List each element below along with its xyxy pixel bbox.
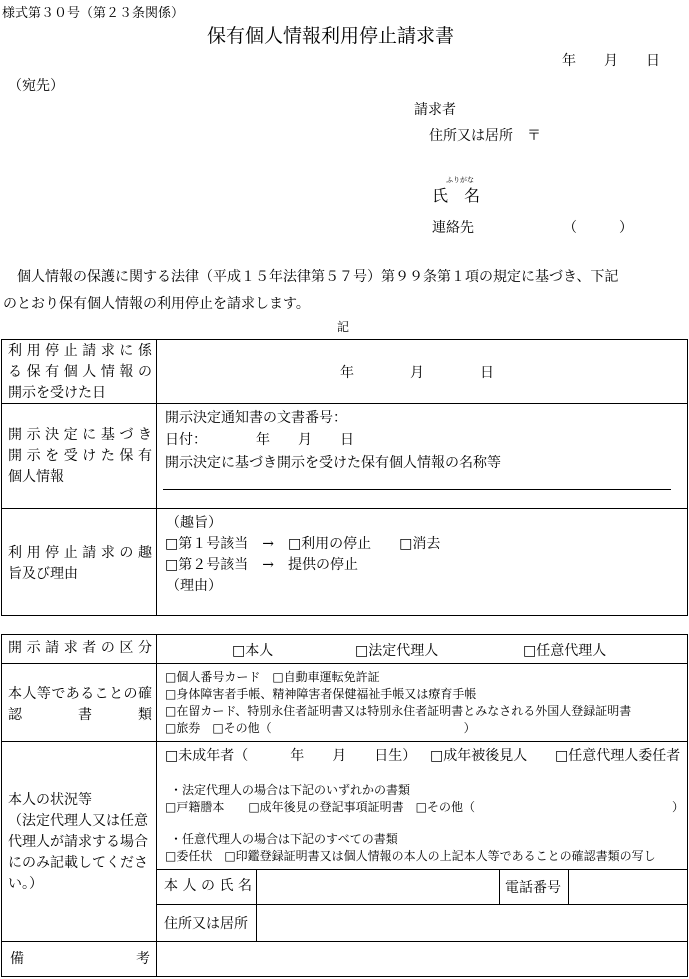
principal-name-label: 本人の氏名 <box>164 878 252 894</box>
kubun-voluntary-agent: □任意代理人 <box>523 643 607 659</box>
row3-option-1: □第１号該当 → □利用の停止 □消去 <box>165 536 441 552</box>
status-label-4: にのみ記載してくださ <box>8 855 148 871</box>
ki-mark: 記 <box>337 320 350 334</box>
status-legal-agent-docs: □戸籍謄本 □成年後見の登記事項証明書 □その他（ <box>165 800 476 814</box>
row2-label-1: 開示決定に基づき <box>8 427 152 443</box>
row2-label-3: 個人情報 <box>8 469 64 485</box>
requester-contact-label: 連絡先 <box>432 220 474 236</box>
confirm-docs-line-3: □在留カード、特別永住者証明書又は特別永住者証明書とみなされる外国人登録証明書 <box>165 704 632 718</box>
confirm-label-2c: 類 <box>138 707 152 723</box>
status-legal-agent-note: ・法定代理人の場合は下記のいずれかの書類 <box>170 783 411 797</box>
status-label-3: 代理人が請求する場合 <box>8 834 148 850</box>
confirm-docs-line-2: □身体障害者手帳、精神障害者保健福祉手帳又は療育手帳 <box>165 687 477 701</box>
addressee: （宛先） <box>8 78 64 94</box>
status-voluntary-agent-docs: □委任状 □印鑑登録証明書又は個人情報の本人の上記本人等であることの確認書類の写し <box>165 849 656 863</box>
date-line: 年 月 日 <box>562 53 660 69</box>
confirm-docs-line-4: □旅券 □その他（ ） <box>165 721 476 735</box>
row1-label-3: 開示を受けた日 <box>8 385 106 401</box>
biko-label-b: 考 <box>136 951 150 967</box>
confirm-label-1: 本人等であることの確 <box>8 686 152 702</box>
biko-label-a: 備 <box>10 951 24 967</box>
row3-option-2: □第２号該当 → 提供の停止 <box>165 557 358 573</box>
confirm-label-2a: 認 <box>8 707 22 723</box>
row2-underline <box>163 489 671 490</box>
status-principal: □任意代理人委任者 <box>555 748 681 764</box>
row2-info-name: 開示決定に基づき開示を受けた保有個人情報の名称等 <box>165 455 501 471</box>
requester-label: 請求者 <box>414 102 456 118</box>
row2-doc-number: 開示決定通知書の文書番号： <box>165 410 347 426</box>
confirm-docs-line-1: □個人番号カード □自動車運転免許証 <box>165 670 380 684</box>
name-furigana: ふりがな <box>446 176 474 184</box>
status-voluntary-agent-note: ・任意代理人の場合は下記のすべての書類 <box>170 832 398 846</box>
page-title: 保有個人情報利用停止請求書 <box>207 25 455 47</box>
requester-contact-paren: （ ） <box>563 220 633 236</box>
kubun-label: 開示請求者の区分 <box>8 640 152 656</box>
kubun-legal-agent: □法定代理人 <box>355 643 439 659</box>
status-label-2: （法定代理人又は任意 <box>8 813 148 829</box>
status-label-5: い。） <box>8 876 43 892</box>
requester-address-label: 住所又は居所 〒 <box>429 128 541 144</box>
status-legal-agent-docs-close: ） <box>672 800 685 814</box>
row3-label-2: 旨及び理由 <box>8 566 78 582</box>
kubun-self: □本人 <box>232 643 274 659</box>
row2-label-2: 開示を受けた保有 <box>8 448 152 464</box>
phone-label: 電話番号 <box>505 880 561 896</box>
row2-date: 日付： 年 月 日 <box>165 432 354 448</box>
row3-label-1: 利用停止請求の趣 <box>8 545 152 561</box>
body-text-1: 個人情報の保護に関する法律（平成１５年法律第５７号）第９９条第１項の規定に基づき、下記 <box>3 269 619 285</box>
status-adult-ward: □成年被後見人 <box>430 748 528 764</box>
requester-name-label: 氏 名 <box>432 186 481 205</box>
form-number: 様式第３０号（第２３条関係） <box>2 6 185 21</box>
row1-date: 年 月 日 <box>340 365 494 381</box>
row1-label-2: る保有個人情報の <box>8 364 152 380</box>
row3-reason-heading: （理由） <box>166 578 222 594</box>
status-label-1: 本人の状況等 <box>8 792 92 808</box>
principal-address-label: 住所又は居所 <box>164 916 248 932</box>
row1-label-1: 利用停止請求に係 <box>8 343 152 359</box>
confirm-label-2b: 書 <box>78 707 92 723</box>
status-minor: □未成年者（ 年 月 日生） <box>165 748 417 764</box>
body-text-2: のとおり保有個人情報の利用停止を請求します。 <box>3 296 310 312</box>
row3-purpose-heading: （趣旨） <box>166 515 222 531</box>
